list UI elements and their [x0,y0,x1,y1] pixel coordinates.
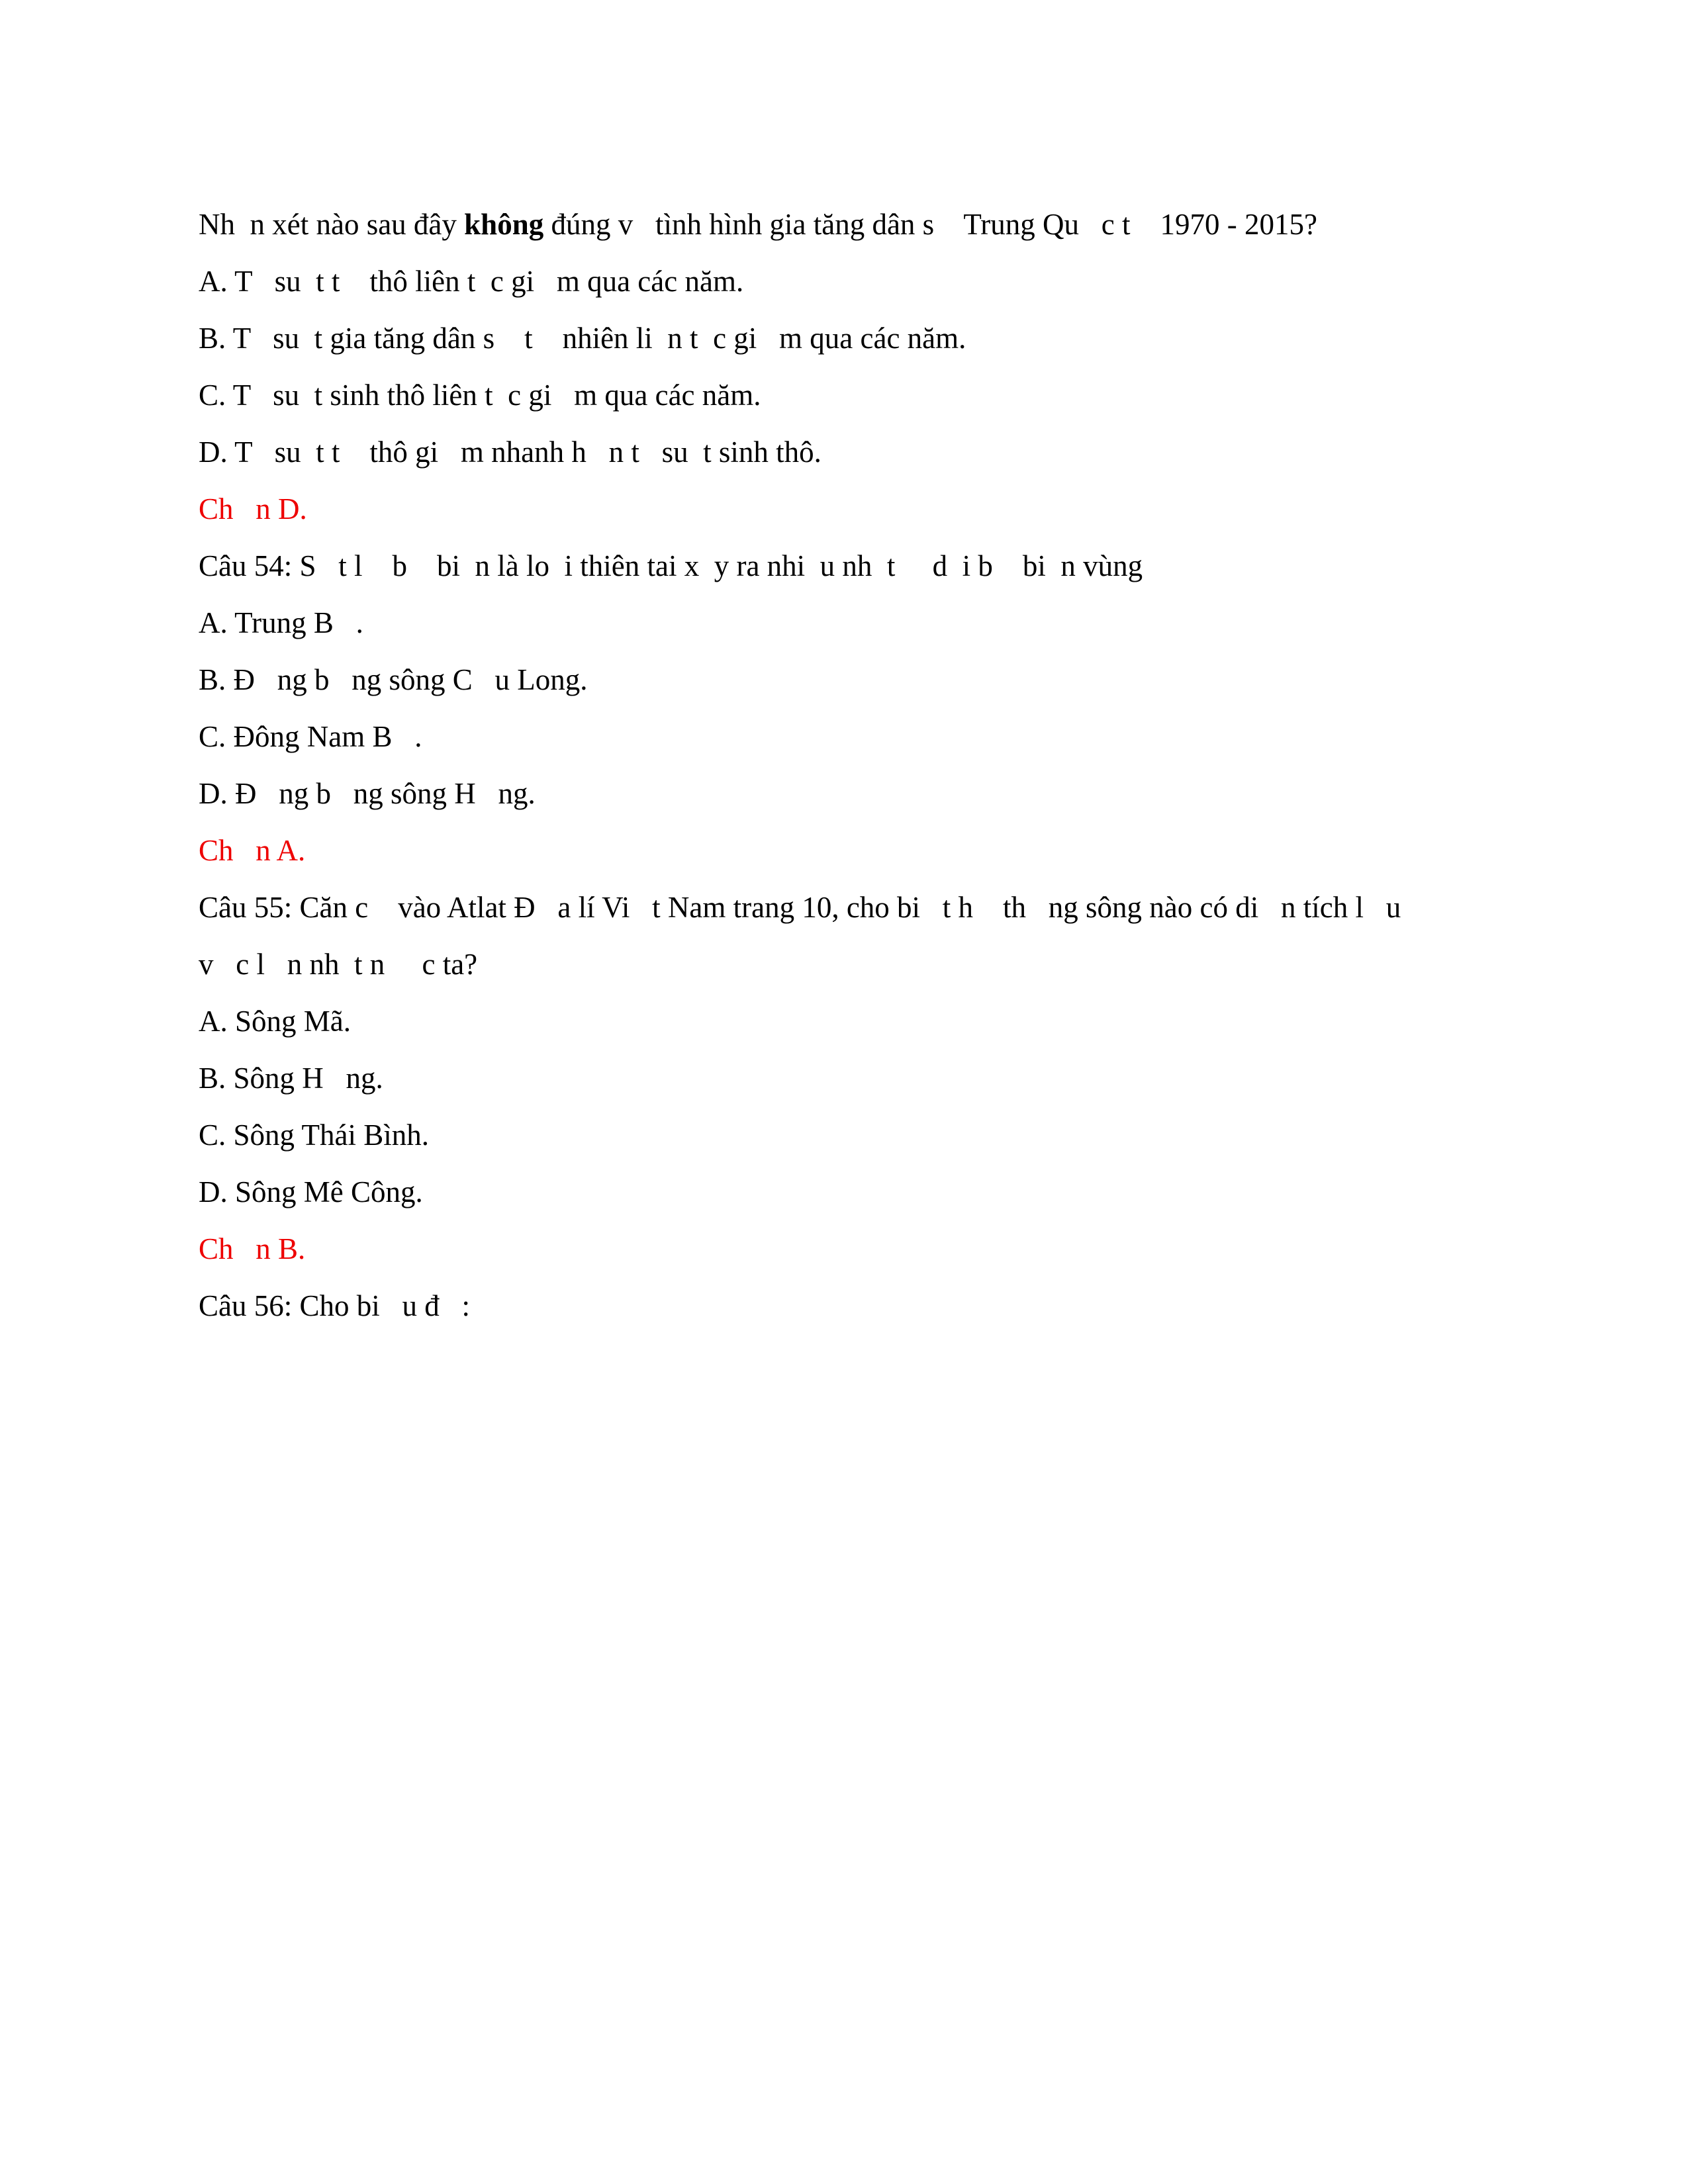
question-55-option-b: B. Sông H ng. [199,1062,383,1095]
question-53-stem [199,196,1509,253]
question-53-stem-after: đúng v tình hình gia tăng dân s Trung Qu c t 1970 - 2015? [543,208,1317,241]
question-54-option-d: D. Đ ng b ng sông H ng. [199,777,536,810]
question-54-option-b: B. Đ ng b ng sông C u Long. [199,663,588,696]
question-53-option-b: B. T su t gia tăng dân s t nhiên li n t c gi m qua các năm. [199,322,966,355]
question-55-stem-line-2: v c l n nh t n c ta? [199,948,478,981]
document-content [199,196,1509,1334]
question-54-option-c: C. Đông Nam B . [199,720,422,753]
question-53-option-d: D. T su t t thô gi m nhanh h n t su t sinh thô. [199,435,821,469]
question-54-stem: Câu 54: S t l b bi n là lo i thiên tai x y ra nhi u nh t d i b bi n vùng [199,549,1143,582]
question-55-stem-line-1: Câu 55: Căn c vào Atlat Đ a lí Vi t Nam trang 10, cho bi t h th ng sông nào có di n tích l u [199,891,1401,924]
question-53-stem-before: Nh n xét nào sau đây [199,208,465,241]
question-53-stem-bold: không [464,208,544,241]
question-54-option-a: A. Trung B . [199,606,363,639]
question-55-option-d: D. Sông Mê Công. [199,1175,423,1208]
question-55-option-a: A. Sông Mã. [199,1005,352,1038]
question-53-option-c: C. T su t sinh thô liên t c gi m qua các năm. [199,379,761,412]
question-55-answer: Ch n B. [199,1232,306,1265]
question-53-answer: Ch n D. [199,492,307,525]
question-55-option-c: C. Sông Thái Bình. [199,1118,429,1152]
question-56-stem: Câu 56: Cho bi u đ : [199,1289,471,1322]
question-54-answer: Ch n A. [199,834,306,867]
question-53-option-a: A. T su t t thô liên t c gi m qua các năm. [199,265,744,298]
